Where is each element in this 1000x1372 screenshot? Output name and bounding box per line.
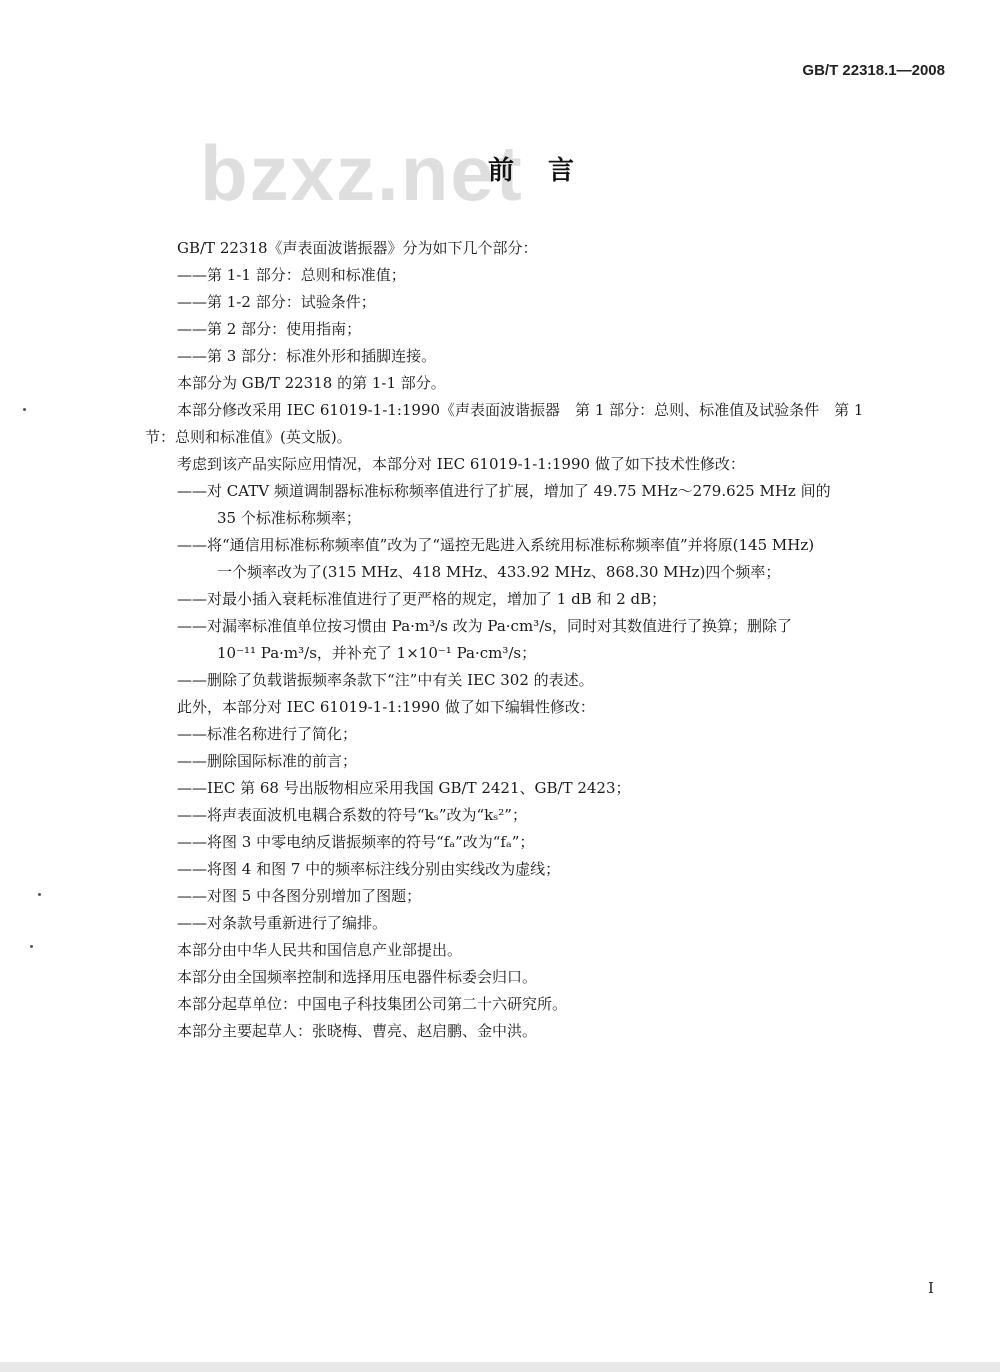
text-line: 35 个标准标称频率； xyxy=(217,509,361,527)
watermark: bzxz.net xyxy=(200,129,524,217)
text-line: 本部分为 GB/T 22318 的第 1-1 部分。 xyxy=(177,374,446,392)
text-line: 本部分主要起草人：张晓梅、曹亮、赵启鹏、金中洪。 xyxy=(177,1022,538,1040)
list-item: ——将“通信用标准标称频率值”改为了“遥控无匙进入系统用标准标称频率值”并将原(145 MHz) xyxy=(177,536,815,554)
page-title: 前言 xyxy=(488,156,609,186)
list-item: ——将图 3 中零电纳反谐振频率的符号“fₐ”改为“fₐ”； xyxy=(177,833,535,851)
text-line: 此外，本部分对 IEC 61019-1-1:1990 做了如下编辑性修改： xyxy=(177,698,595,716)
list-item: ——删除了负载谐振频率条款下“注”中有关 IEC 302 的表述。 xyxy=(177,671,594,689)
text-line: 本部分修改采用 IEC 61019-1-1:1990《声表面波谐振器 第 1 部分：总则、标准值及试验条件 第 1 xyxy=(177,401,864,419)
page-number: I xyxy=(928,1279,934,1297)
text-line: GB/T 22318《声表面波谐振器》分为如下几个部分： xyxy=(177,239,538,257)
list-item: ——第 1-1 部分：总则和标准值； xyxy=(177,266,406,284)
list-item: ——对漏率标准值单位按习惯由 Pa·m³/s 改为 Pa·cm³/s，同时对其数值进行了换算；删除了 xyxy=(177,617,792,635)
scan-speck xyxy=(30,945,33,948)
list-item: ——第 2 部分：使用指南； xyxy=(177,320,362,338)
list-item: ——第 3 部分：标准外形和插脚连接。 xyxy=(177,347,437,365)
list-item: ——将声表面波机电耦合系数的符号“kₛ”改为“kₛ²”； xyxy=(177,806,527,824)
list-item: ——对图 5 中各图分别增加了图题； xyxy=(177,887,422,905)
list-item: ——对最小插入衰耗标准值进行了更严格的规定，增加了 1 dB 和 2 dB； xyxy=(177,590,667,608)
text-line: 节：总则和标准值》(英文版)。 xyxy=(145,428,352,446)
text-line: 一个频率改为了(315 MHz、418 MHz、433.92 MHz、868.30 MHz)四个频率； xyxy=(217,563,781,581)
list-item: ——第 1-2 部分：试验条件； xyxy=(177,293,376,311)
standard-code: GB/T 22318.1—2008 xyxy=(802,62,945,79)
text-line: 考虑到该产品实际应用情况，本部分对 IEC 61019-1-1:1990 做了如下技术性修改： xyxy=(177,455,745,473)
text-line: 本部分由中华人民共和国信息产业部提出。 xyxy=(177,941,463,959)
list-item: ——对条款号重新进行了编排。 xyxy=(177,914,388,932)
list-item: ——IEC 第 68 号出版物相应采用我国 GB/T 2421、GB/T 2423； xyxy=(177,779,631,797)
text-line: 10⁻¹¹ Pa·m³/s，并补充了 1×10⁻¹ Pa·cm³/s； xyxy=(217,644,537,662)
scan-speck xyxy=(23,408,26,411)
list-item: ——将图 4 和图 7 中的频率标注线分别由实线改为虚线； xyxy=(177,860,561,878)
page-bottom-edge xyxy=(0,1362,1000,1372)
list-item: ——删除国际标准的前言； xyxy=(177,752,358,770)
text-line: 本部分由全国频率控制和选择用压电器件标委会归口。 xyxy=(177,968,538,986)
list-item: ——标准名称进行了简化； xyxy=(177,725,358,743)
text-line: 本部分起草单位：中国电子科技集团公司第二十六研究所。 xyxy=(177,995,568,1013)
list-item: ——对 CATV 频道调制器标准标称频率值进行了扩展，增加了 49.75 MHz～279.625 MHz 间的 xyxy=(177,482,831,500)
scan-speck xyxy=(38,893,41,896)
